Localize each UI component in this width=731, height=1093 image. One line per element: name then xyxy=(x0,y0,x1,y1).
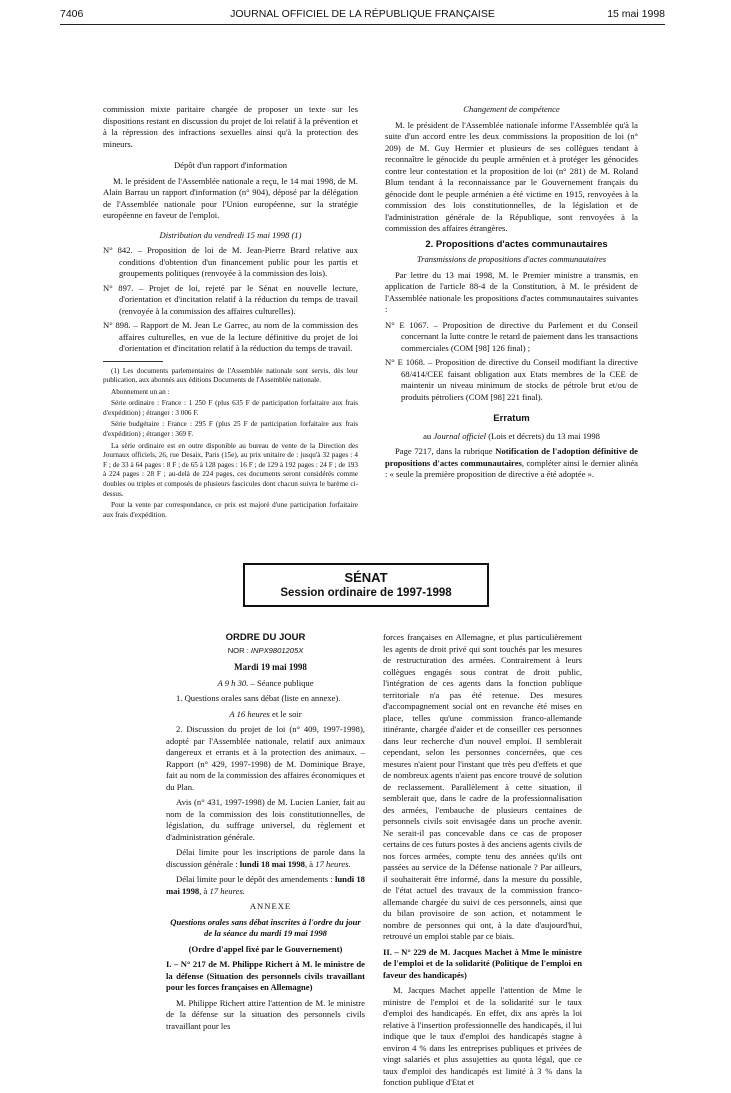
journal-name: Journal officiel xyxy=(433,430,487,441)
footnote-paragraph: Abonnement un an : xyxy=(111,387,170,396)
session-date: Mardi 19 mai 1998 xyxy=(234,662,307,672)
delai-text: Délai limite pour les inscriptions de parole dans la discussion générale : xyxy=(166,847,365,869)
delai-inscriptions xyxy=(166,847,365,870)
question-217-title: I. – N° 217 de M. Philippe Richert à M. le ministre de la défense (Situation des personnels civils travaillant pour les forces françaises en Allemagne) xyxy=(166,959,365,992)
header-rule xyxy=(60,24,665,25)
question-217-text: M. Philippe Richert attire l'attention de M. le ministre de la défense sur la situation des personnels civils travaillant pour les xyxy=(166,997,365,1031)
questions-title: Questions orales sans débat inscrites à l'ordre du jour de la séance du mardi 19 mai 1998 xyxy=(170,916,361,938)
list-item: N° E 1067. – Proposition de directive du Parlement et du Conseil concernant la lutte contre le retard de paiement dans les transactions commerciales (COM [98] 126 final) ; xyxy=(385,319,638,353)
erratum-text: Page 7217, dans la rubrique xyxy=(395,446,496,456)
column-top-left xyxy=(103,104,358,522)
afternoon-time: A 16 heures xyxy=(229,708,270,719)
footnote-paragraph: Série ordinaire : France : 1 250 F (plus 635 F de participation forfaitaire aux frais d'expédition) ; étranger : 3 006 F. xyxy=(103,399,358,417)
afternoon-label: et le soir xyxy=(269,708,302,719)
erratum-subtitle-text: au xyxy=(423,430,434,441)
footnote-paragraph: Série budgétaire : France : 295 F (plus 25 F de participation forfaitaire aux frais d'expédition) ; étranger : 369 F. xyxy=(103,420,358,439)
transmissions-paragraph: Par lettre du 13 mai 1998, M. le Premier ministre a transmis, en application de l'article 88-4 de la Constitution, à M. le président de l'Assemblée nationale les propositions d'actes communautaires suivantes : xyxy=(385,269,638,314)
question-217-continued: forces françaises en Allemagne, et plus particulièrement les agents de droit privé qui sont touchés par les mesures de restructuration des armées. Contrairement à leurs collègues engagés sous contrat de droit public, l'intégration de ces agents dans la fonction publique territoriale n'a pas été retenue. Des mesures d'accompagnement social ont en revanche été mises en place, telles qu'une commission franco-allemande itinérante, chargée d'aider et de conseiller ces personnes dans leur recherche d'un nouvel emploi. Il semblerait cependant, selon les personnes concernées, que ces mesures n'aient pour l'instant que très peu d'effets et que de nombreux agents n'aient pas encore trouvé de solution de reclassement. Parallèlement à cette situation, il semblerait que, dans le cadre de la professionnalisation des armées, l'embauche de plusieurs centaines de personnels civils soit envisagée dans un proche avenir. Ne serait-il pas concevable dans ce cas de proposer certains de ces futurs postes à des anciens agents civils de nos forces armées, compte tenu des années qu'ils ont passées au service de la Défense nationale ? Par ailleurs, il souhaiterait être informé, dans la mesure du possible, de l'état actuel des travaux de la commission franco-allemande chargée du suivi de ces personnels, ainsi que du bilan provisoire de son action, et notamment le nombre de personnes qui ont, à la date d'aujourd'hui, retrouvé un emploi stable par ce biais. xyxy=(383,632,582,941)
nor-reference xyxy=(166,645,365,657)
footnote-rule xyxy=(103,361,163,362)
page-number: 7406 xyxy=(60,8,84,20)
delai-hour: 17 heures. xyxy=(315,858,351,869)
list-item: N° 842. – Proposition de loi de M. Jean-Pierre Brard relative aux conditions d'obtention d'un financement public pour les partis et groupements politiques (renvoyée à la commission des lois). xyxy=(103,245,358,278)
ordre-appel: (Ordre d'appel fixé par le Gouvernement) xyxy=(188,943,343,954)
column-top-right xyxy=(385,104,638,485)
agenda-item-2: 2. Discussion du projet de loi (n° 409, 1997-1998), adopté par l'Assemblée nationale, relatif aux animaux dangereux et errants et à la protection des animaux. – Rapport (n° 429, 1997-1998) de M. Dominique Braye, fait au nom de la commission des affaires économiques et du Plan. xyxy=(166,724,365,792)
transmissions-title: Transmissions de propositions d'actes communautaires xyxy=(416,254,607,264)
list-item: N° 897. – Projet de loi, rejeté par le Sénat en nouvelle lecture, d'orientation et d'incitation relatif à la réduction du temps de travail (renvoyée à la commission des affaires culturelles). xyxy=(103,282,358,316)
delai-hour: 17 heures. xyxy=(209,885,245,896)
erratum-subtitle xyxy=(385,431,638,443)
session-title: Session ordinaire de 1997-1998 xyxy=(280,587,452,599)
column-bottom-right xyxy=(383,632,582,1093)
erratum-paragraph xyxy=(385,446,638,481)
senat-banner xyxy=(243,563,489,607)
question-229-text: M. Jacques Machet appelle l'attention de Mme le ministre de l'emploi et de la solidarité sur le taux d'emploi des handicapés. En effet, dix ans après la loi relative à l'insertion professionnelle des handicapés, il lui indique que le taux d'emploi des handicapés stagne à environ 4 % dans les entreprises publiques et privées de vingt salariés et plus assujetties au quota légal, que ce taux d'emploi des handicapés est limité à 3 % dans la fonction publique d'Etat et xyxy=(383,985,582,1087)
avis-paragraph: Avis (n° 431, 1997-1998) de M. Lucien Lanier, fait au nom de la commission des lois constitutionnelles, de législation, du suffrage universel, du règlement et d'administration générale. xyxy=(166,797,365,842)
nor-code: INPX9801205X xyxy=(250,645,304,655)
afternoon-session xyxy=(166,709,365,721)
column-bottom-left xyxy=(166,632,365,1036)
erratum-rubric: Notification de l'adoption définitive de propositions d'actes communautaires xyxy=(385,446,638,468)
footnote-paragraph: La série ordinaire est en outre disponible au bureau de vente de la Direction des Journaux officiels, 26, rue Desaix, Paris (15e), au prix unitaire de : jusqu'à 32 pages : 4 F ; de 33 à 64 pages : 8 F ; de 65 à 128 pages : 16 F ; de 129 à 192 pages : 24 F ; de 193 à 224 pages : 28 F ; au-delà de 224 pages, ces documents seront considérés comme doubles ou triples et composés de plusieurs fascicules dont chacun suivra le barème ci-dessus. xyxy=(103,441,358,498)
delai-text: Délai limite pour le dépôt des amendements : xyxy=(176,874,335,884)
intro-paragraph: commission mixte paritaire chargée de proposer un texte sur les dispositions restant en discussion du projet de loi relatif à la prévention et à la répression des infractions sexuelles ainsi qu'à la protection des mineurs. xyxy=(103,104,358,149)
journal-title: JOURNAL OFFICIEL DE LA RÉPUBLIQUE FRANÇAISE xyxy=(230,8,495,20)
delai-date: lundi 18 mai 1998 xyxy=(239,858,305,869)
page-header xyxy=(60,8,665,24)
footnote xyxy=(103,367,358,521)
footnote-paragraph: (1) Les documents parlementaires de l'Assemblée nationale sont servis, dès leur publication, aux abonnés aux éditions Documents de l'Assemblée nationale. xyxy=(103,366,358,385)
delai-date: lundi 18 mai 1998 xyxy=(166,874,365,896)
section-2-title: 2. Propositions d'actes communautaires xyxy=(425,238,608,250)
question-229-title: II. – N° 229 de M. Jacques Machet à Mme le ministre de l'emploi et de la solidarité (Politique de l'emploi en faveur des handicapés) xyxy=(383,946,582,980)
change-paragraph: M. le président de l'Assemblée nationale informe l'Assemblée qu'à la suite d'un accord entre les deux commissions la proposition de loi (n° 209) de M. Guy Hermier et plusieurs de ses collègues tendant à reconnaître le génocide du peuple arménien et à protéger les génocides contre leur contestation et la proposition de loi (n° 281) de M. Roland Blum tendant à la reconnaissance par le Gouvernement français du génocide dont le peuple arménien a été victime en 1915, renvoyées à la commission des lois constitutionnelles, de la législation et de l'administration générale de la République, sont renvoyées à la commission des affaires étrangères. xyxy=(385,119,638,233)
ordre-du-jour-title: ORDRE DU JOUR xyxy=(225,632,306,643)
list-item: N° 898. – Rapport de M. Jean Le Garrec, au nom de la commission des affaires culturelles, en vue de la lecture définitive du projet de loi d'orientation et d'incitation relatif à la réduction du temps de travail. xyxy=(103,320,358,353)
issue-date: 15 mai 1998 xyxy=(607,8,665,20)
erratum-text: , compléter ainsi le dernier alinéa : « seule la première proposition de directive a été adoptée ». xyxy=(385,457,638,479)
erratum-subtitle-text: (Lois et décrets) du 13 mai 1998 xyxy=(486,430,600,441)
morning-label: – Séance publique xyxy=(248,677,314,688)
morning-session xyxy=(166,678,365,690)
list-item: N° E 1068. – Proposition de directive du Conseil modifiant la directive 68/414/CEE faisant obligation aux Etats membres de la CEE de maintenir un niveau minimum de stocks de pétrole brut et/ou de produits pétroliers (COM [98] 221 final). xyxy=(385,357,638,402)
delai-text: , à xyxy=(304,858,316,869)
depot-paragraph: M. le président de l'Assemblée nationale a reçu, le 14 mai 1998, de M. Alain Barrau un rapport d'information (n° 904), déposé par la délégation de l'Assemblée nationale pour l'Union européenne, sur la stratégie européenne en faveur de l'emploi. xyxy=(103,175,358,220)
delai-text: , à xyxy=(199,885,210,896)
agenda-item-1: 1. Questions orales sans débat (liste en annexe). xyxy=(176,693,341,703)
morning-time: A 9 h 30. xyxy=(217,677,249,688)
annexe-title: ANNEXE xyxy=(249,901,292,911)
footnote-paragraph: Pour la vente par correspondance, ce prix est majoré d'une participation forfaitaire aux frais d'expédition. xyxy=(103,501,358,519)
change-title: Changement de compétence xyxy=(463,104,560,114)
distribution-title: Distribution du vendredi 15 mai 1998 (1) xyxy=(159,229,302,240)
depot-title: Dépôt d'un rapport d'information xyxy=(173,160,288,170)
nor-label: NOR : xyxy=(227,645,251,655)
senat-title: SÉNAT xyxy=(344,570,388,585)
erratum-title: Erratum xyxy=(493,413,530,424)
delai-amendements xyxy=(166,874,365,897)
